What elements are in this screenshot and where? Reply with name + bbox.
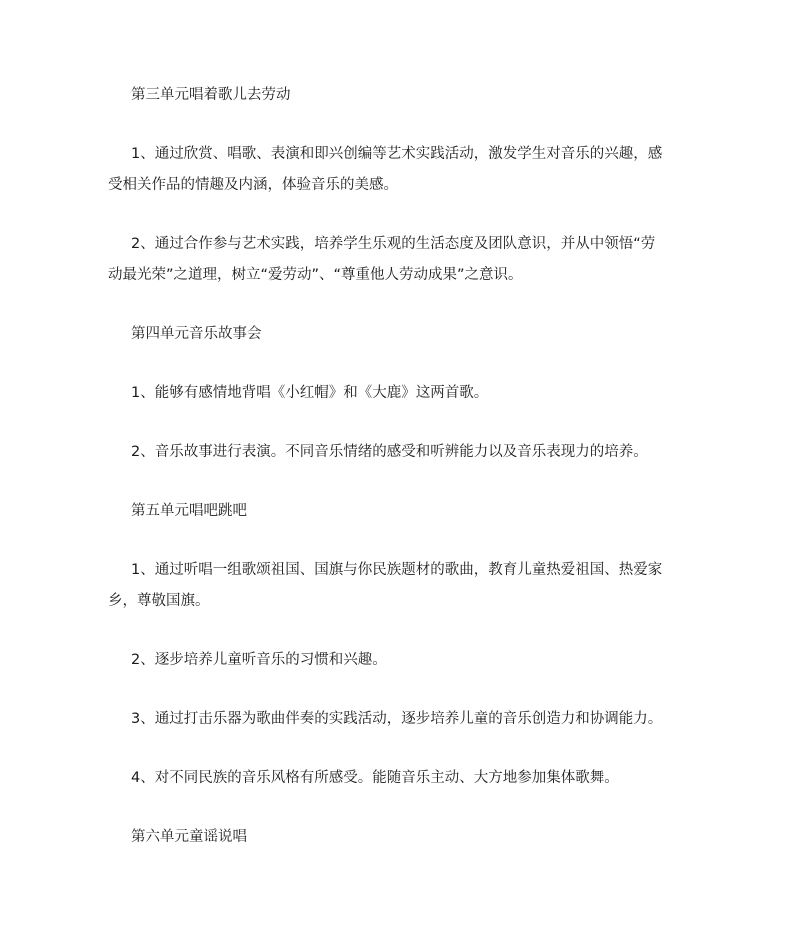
unit-6-heading: 第六单元童谣说唱 <box>131 829 247 845</box>
unit-4-heading: 第四单元音乐故事会 <box>131 326 262 342</box>
unit-5-item-3: 3、通过打击乐器为歌曲伴奏的实践活动，逐步培养儿童的音乐创造力和协调能力。 <box>131 711 663 727</box>
unit-5-item-2: 2、逐步培养儿童听音乐的习惯和兴趣。 <box>131 652 387 668</box>
unit-5-heading: 第五单元唱吧跳吧 <box>131 503 247 519</box>
unit-4-item-1: 1、能够有感情地背唱《小红帽》和《大鹿》这两首歌。 <box>131 385 489 401</box>
unit-5-item-1-line-1: 1、通过听唱一组歌颂祖国、国旗与你民族题材的歌曲，教育儿童热爱祖国、热爱家 <box>131 562 663 578</box>
unit-4-item-2: 2、音乐故事进行表演。不同音乐情绪的感受和听辨能力以及音乐表现力的培养。 <box>131 444 648 460</box>
unit-3-item-1-line-2: 受相关作品的情趣及内涵，体验音乐的美感。 <box>108 177 398 193</box>
unit-3-heading: 第三单元唱着歌儿去劳动 <box>131 87 291 103</box>
unit-5-item-4: 4、对不同民族的音乐风格有所感受。能随音乐主动、大方地参加集体歌舞。 <box>131 770 619 786</box>
unit-3-item-2-line-1: 2、通过合作参与艺术实践，培养学生乐观的生活态度及团队意识，并从中领悟“劳 <box>131 236 656 252</box>
unit-3-item-2-line-2: 动最光荣”之道理，树立“爱劳动”、“尊重他人劳动成果”之意识。 <box>108 267 523 283</box>
unit-5-item-1-line-2: 乡，尊敬国旗。 <box>108 593 210 609</box>
unit-3-item-1-line-1: 1、通过欣赏、唱歌、表演和即兴创编等艺术实践活动，激发学生对音乐的兴趣，感 <box>131 146 663 162</box>
